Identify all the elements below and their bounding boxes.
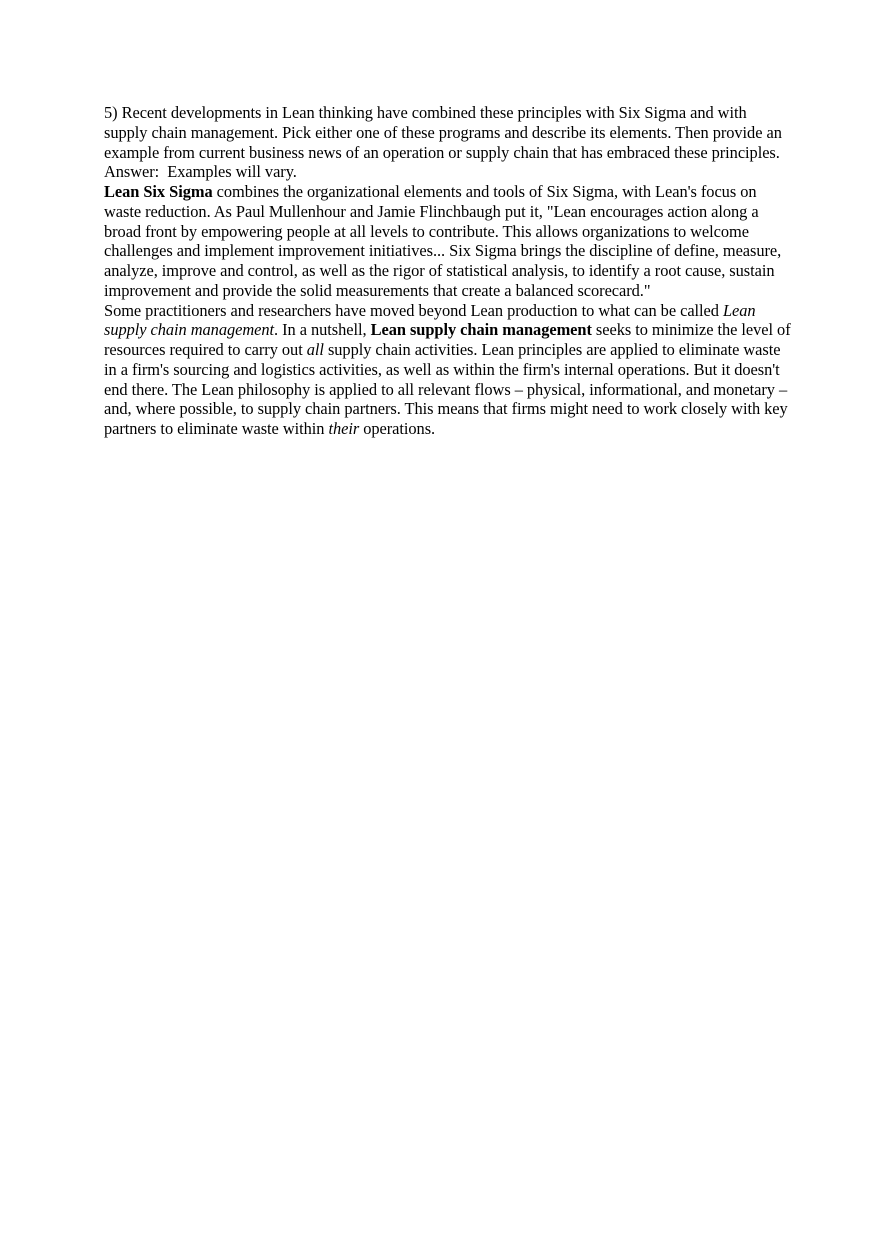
lscm-intro: Some practitioners and researchers have moved beyond Lean production to what can be called	[104, 300, 723, 320]
document-body	[104, 103, 794, 439]
lean-supply-chain-paragraph	[104, 301, 794, 439]
lscm-italic-their: their	[328, 419, 360, 438]
answer-label: Answer:	[104, 162, 160, 182]
lean-six-sigma-paragraph	[104, 182, 794, 301]
question-text: 5) Recent developments in Lean thinking have combined these principles with Six Sigma and with supply chain management. Pick either one of these programs and describe its elements. Then provide an example from current business news of an operation or supply chain that has embraced these principles.	[104, 103, 782, 162]
lscm-after-italic: . In a nutshell,	[274, 320, 371, 340]
lscm-ending: operations.	[359, 419, 436, 438]
lscm-italic-all: all	[306, 340, 324, 359]
answer-line	[104, 162, 794, 182]
question-paragraph	[104, 103, 794, 162]
lean-six-sigma-text: combines the organizational elements and tools of Six Sigma, with Lean's focus on waste reduction. As Paul Mullenhour and Jamie Flinchbaugh put it, "Lean encourages action along a broad front by empowering people at all levels to contribute. This allows organizations to welcome challenges and implement improvement initiatives... Six Sigma brings the discipline of define, measure, analyze, improve and control, as well as the rigor of statistical analysis, to identify a root cause, sustain improvement and provide the solid measurements that create a balanced scorecard."	[104, 182, 782, 300]
lean-six-sigma-term: Lean Six Sigma	[104, 182, 213, 201]
lscm-bold-term: Lean supply chain management	[370, 320, 592, 340]
answer-text: Examples will vary.	[167, 162, 297, 182]
lscm-after-all: supply chain activities. Lean principles are applied to eliminate waste in a firm's sourcing and logistics activities, as well as within the firm's internal operations. But it doesn't end there. The Lean philosophy is applied to all relevant flows – physical, informational, and monetary – and, where possible, to supply chain partners. This means that firms might need to work closely with key partners to eliminate waste within	[104, 340, 788, 438]
lscm-italic-term: Lean supply chain management	[104, 300, 756, 340]
lscm-after-bold: seeks to minimize the level of resources required to carry out	[104, 320, 791, 359]
